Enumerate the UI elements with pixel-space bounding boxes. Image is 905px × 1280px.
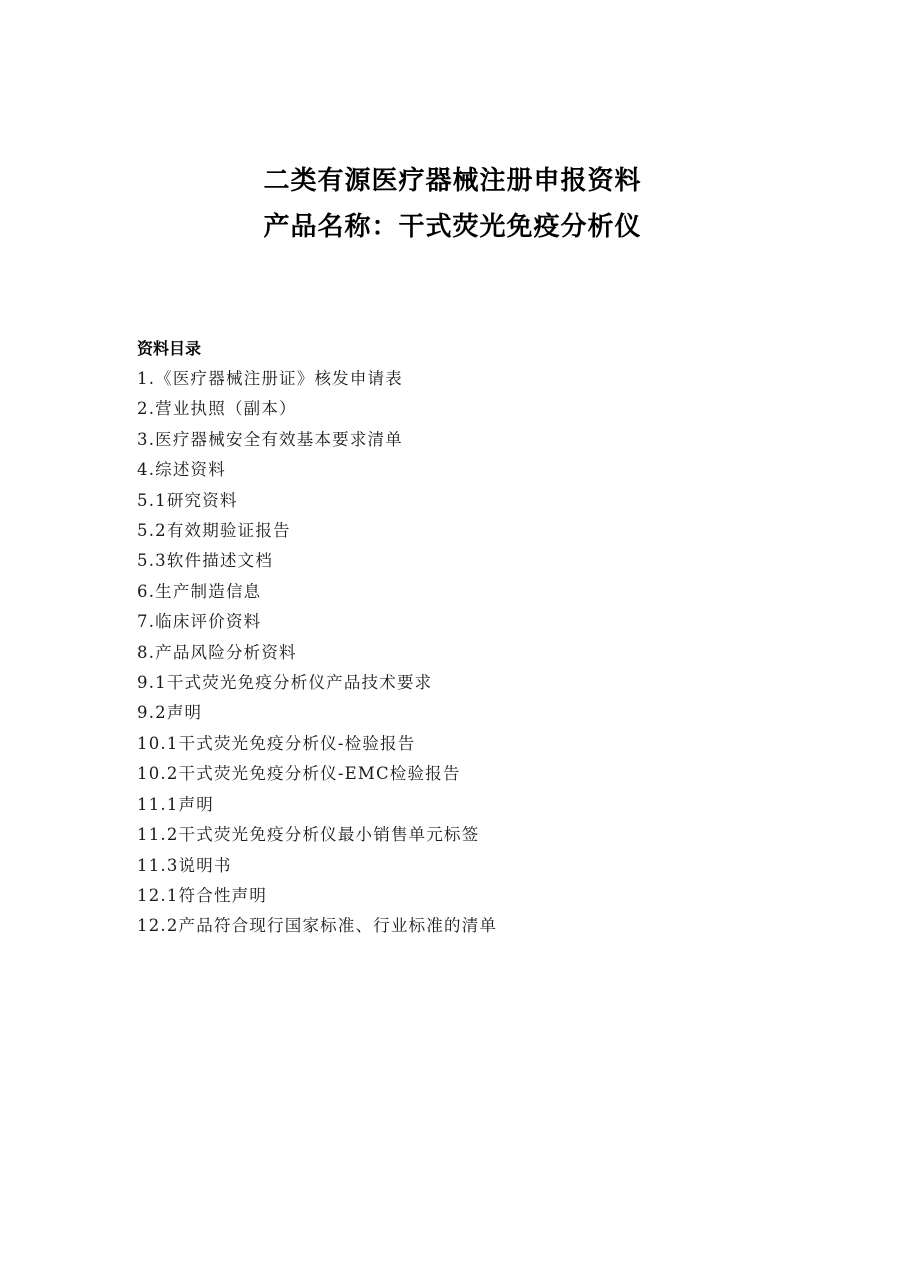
toc-item: 2.营业执照（副本）: [137, 399, 297, 419]
product-name-title: 产品名称：干式荧光免疫分析仪: [263, 212, 642, 242]
toc-item: 5.3软件描述文档: [137, 551, 274, 571]
toc-item: 12.2产品符合现行国家标准、行业标准的清单: [137, 916, 498, 936]
toc-item: 9.2声明: [137, 703, 203, 723]
toc-item: 10.2干式荧光免疫分析仪-EMC检验报告: [137, 764, 461, 784]
document-title-block: [0, 158, 905, 250]
toc-heading: 资料目录: [137, 339, 202, 358]
toc-item: 7.临床评价资料: [137, 612, 262, 632]
toc-item: 11.2干式荧光免疫分析仪最小销售单元标签: [137, 825, 480, 845]
toc-item: 3.医疗器械安全有效基本要求清单: [137, 429, 403, 449]
toc-item: 6.生产制造信息: [137, 581, 262, 601]
toc-item: 5.2有效期验证报告: [137, 521, 291, 541]
toc-item: 1.《医疗器械注册证》核发申请表: [137, 369, 403, 388]
toc-item: 8.产品风险分析资料: [137, 642, 297, 662]
toc-item: 10.1干式荧光免疫分析仪-检验报告: [137, 733, 416, 753]
toc-item: 11.3说明书: [137, 855, 232, 875]
toc-item: 11.1声明: [137, 794, 214, 814]
toc-list: [137, 364, 837, 942]
toc-item: 9.1干式荧光免疫分析仪产品技术要求: [137, 673, 433, 693]
toc-item: 12.1符合性声明: [137, 885, 268, 905]
toc-item: 4.综述资料: [137, 460, 226, 480]
toc-item: 5.1研究资料: [137, 490, 238, 510]
document-title: 二类有源医疗器械注册申报资料: [263, 166, 642, 196]
table-of-contents: [137, 334, 837, 942]
